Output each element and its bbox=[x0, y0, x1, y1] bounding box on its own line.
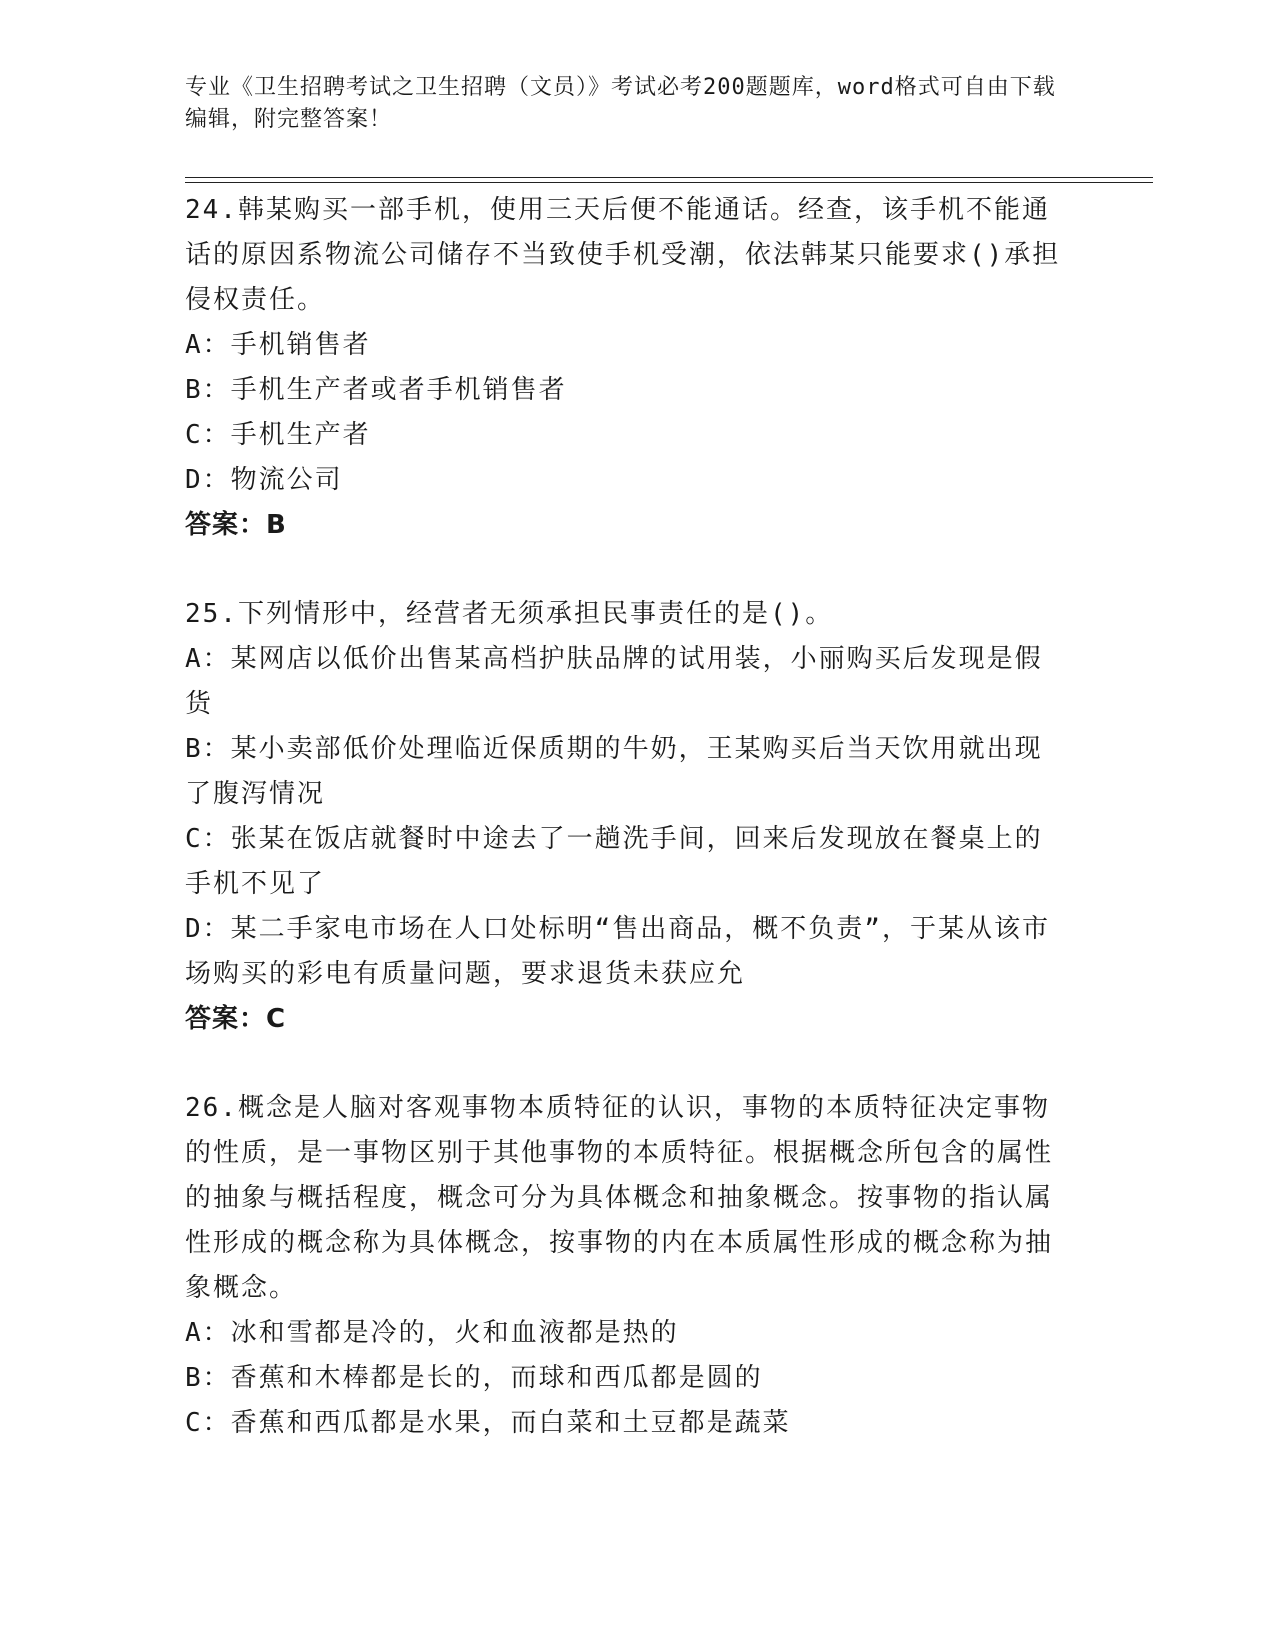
question-26 bbox=[185, 1086, 1065, 1446]
option-c: C：香蕉和西瓜都是水果，而白菜和土豆都是蔬菜 bbox=[185, 1408, 791, 1438]
document-header: 专业《卫生招聘考试之卫生招聘（文员）》考试必考200题题库，word格式可自由下载编辑，附完整答案！ bbox=[185, 75, 1056, 132]
question-stem: 25.下列情形中，经营者无须承担民事责任的是()。 bbox=[185, 599, 834, 629]
question-stem: 24.韩某购买一部手机，使用三天后便不能通话。经查，该手机不能通话的原因系物流公司储存不当致使手机受潮，依法韩某只能要求()承担侵权责任。 bbox=[185, 195, 1061, 315]
option-b: B：某小卖部低价处理临近保质期的牛奶，王某购买后当天饮用就出现了腹泻情况 bbox=[185, 734, 1043, 809]
option-c: C：张某在饭店就餐时中途去了一趟洗手间，回来后发现放在餐桌上的手机不见了 bbox=[185, 824, 1043, 899]
header-divider-bottom bbox=[185, 182, 1153, 183]
option-a: A：某网店以低价出售某高档护肤品牌的试用装，小丽购买后发现是假货 bbox=[185, 644, 1043, 719]
question-25 bbox=[185, 592, 1065, 1042]
option-c: C：手机生产者 bbox=[185, 420, 371, 450]
question-list bbox=[185, 188, 1065, 1490]
option-d: D：某二手家电市场在人口处标明“售出商品，概不负责”，于某从该市场购买的彩电有质量问题，要求退货未获应允 bbox=[185, 914, 1050, 989]
option-a: A：手机销售者 bbox=[185, 330, 371, 360]
answer: 答案：C bbox=[185, 1004, 287, 1034]
question-stem: 26.概念是人脑对客观事物本质特征的认识，事物的本质特征决定事物的性质，是一事物区别于其他事物的本质特征。根据概念所包含的属性的抽象与概括程度，概念可分为具体概念和抽象概念。按事物的指认属性形成的概念称为具体概念，按事物的内在本质属性形成的概念称为抽象概念。 bbox=[185, 1093, 1054, 1303]
question-24 bbox=[185, 188, 1065, 548]
header-divider-top bbox=[185, 177, 1153, 178]
option-b: B：香蕉和木棒都是长的，而球和西瓜都是圆的 bbox=[185, 1363, 763, 1393]
answer: 答案：B bbox=[185, 510, 287, 540]
option-d: D：物流公司 bbox=[185, 465, 343, 495]
option-b: B：手机生产者或者手机销售者 bbox=[185, 375, 567, 405]
option-a: A：冰和雪都是冷的，火和血液都是热的 bbox=[185, 1318, 679, 1348]
